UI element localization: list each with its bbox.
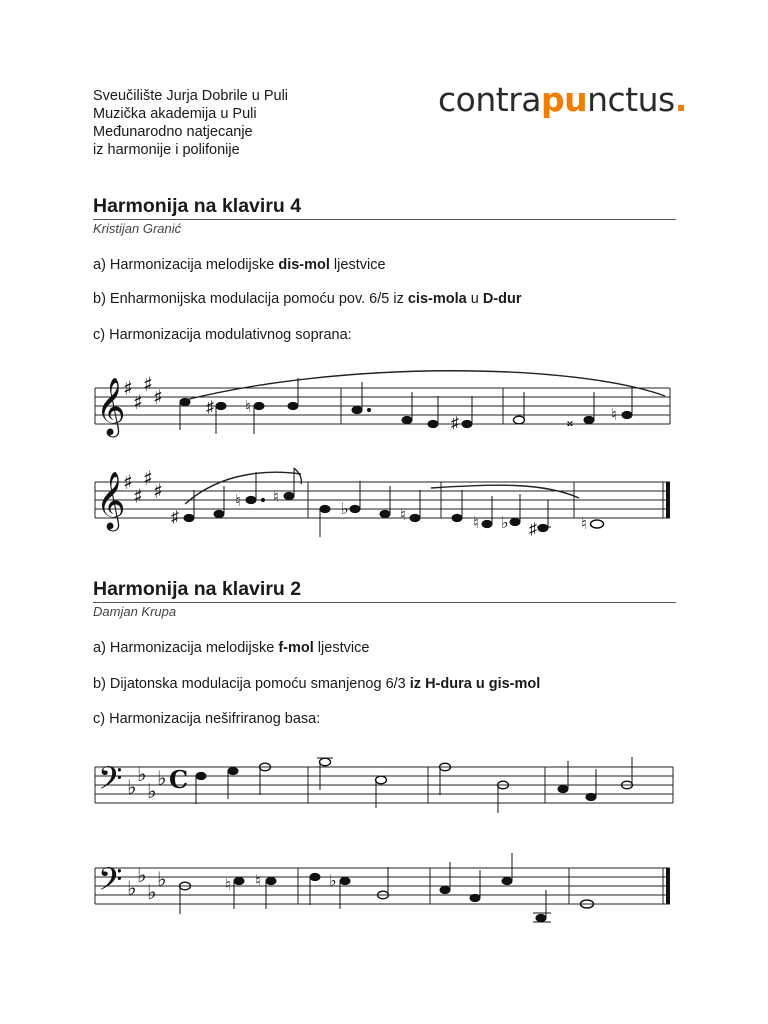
svg-text:♮: ♮ [400,507,406,524]
svg-text:♮: ♮ [473,515,479,532]
svg-text:♯: ♯ [143,372,153,396]
institution-line: Sveučilište Jurja Dobrile u Puli [93,88,289,104]
task-bold: iz H-dura u gis-mol [409,676,541,692]
svg-text:♮: ♮ [581,516,587,533]
treble-clef-icon: 𝄞 [96,377,126,435]
svg-text:♯: ♯ [529,521,537,538]
logo-part: contra [438,80,541,119]
svg-text:♮: ♮ [611,407,617,424]
svg-text:♭: ♭ [329,873,337,890]
logo-part-highlight: pu [540,80,588,119]
title-rule [93,219,676,220]
svg-text:♯: ♯ [123,470,133,494]
task-bold: dis-mol [278,257,330,273]
svg-text:♭: ♭ [157,867,167,891]
svg-text:♯: ♯ [143,466,153,490]
svg-text:♮: ♮ [245,399,251,416]
svg-text:♯: ♯ [206,399,214,416]
svg-text:♮: ♮ [235,493,241,510]
task-text: b) Enharmonijska modulacija pomoću pov. 6/5 iz [93,291,408,307]
section-title: Harmonija na klaviru 4 [93,195,302,217]
task-bold: f-mol [278,640,314,656]
svg-text:♭: ♭ [341,501,349,518]
institution-line: iz harmonije i polifonije [93,142,240,158]
final-barline [666,482,670,518]
music-staff-treble-2 [93,462,678,557]
slur [185,472,301,504]
task-text: c) Harmonizacija nešifriranog basa: [93,711,321,727]
notes [171,468,604,538]
music-staff-bass-2 [93,848,678,943]
svg-text:♭: ♭ [127,876,137,900]
svg-text:♭: ♭ [157,766,167,790]
svg-text:♯: ♯ [451,415,459,432]
svg-text:♭: ♭ [147,880,157,904]
task-b [93,676,540,692]
svg-text:♯: ♯ [133,484,143,508]
notes [180,853,594,922]
key-signature-sharps [123,372,163,414]
institution-line: Muzička akademija u Puli [93,106,257,122]
task-bold: D-dur [482,291,522,307]
section-author: Damjan Krupa [93,604,177,619]
task-text: c) Harmonizacija modulativnog soprana: [93,327,352,343]
task-bold: cis-mola [407,291,467,307]
key-signature-flats [127,863,166,904]
treble-clef-icon: 𝄞 [96,471,126,529]
slur [181,371,665,401]
key-signature-sharps [123,466,163,508]
task-a [93,257,386,273]
task-text: b) Dijatonska modulacija pomoću smanjenog 6/3 [93,676,410,692]
svg-text:♯: ♯ [153,479,163,503]
task-text: a) Harmonizacija melodijske [93,257,279,273]
task-text: a) Harmonizacija melodijske [93,640,279,656]
task-text: ljestvice [329,257,386,273]
svg-text:♭: ♭ [501,515,509,532]
institution-line: Međunarodno natjecanje [93,124,253,140]
svg-text:♯: ♯ [171,509,179,526]
task-b [93,291,522,307]
contrapunctus-logo [438,80,687,119]
task-a [93,640,369,656]
svg-text:♯: ♯ [123,376,133,400]
svg-text:♯: ♯ [133,390,143,414]
svg-text:𝄪: 𝄪 [567,414,573,429]
svg-text:♭: ♭ [127,775,137,799]
common-time-icon: C [169,765,189,794]
task-text: u [466,291,483,307]
svg-text:♮: ♮ [273,489,279,506]
key-signature-flats [127,762,166,803]
task-c [93,327,352,343]
title-rule [93,602,676,603]
logo-dot: . [674,80,687,119]
music-staff-treble-1 [93,368,678,463]
svg-text:♯: ♯ [153,385,163,409]
bass-clef-icon: 𝄢 [98,760,123,804]
svg-text:♮: ♮ [225,877,231,894]
bass-clef-icon: 𝄢 [98,861,123,905]
institution-block [93,87,288,159]
svg-text:♭: ♭ [137,863,147,887]
svg-text:♭: ♭ [137,762,147,786]
logo-part: nctus [587,80,675,119]
final-barline [666,868,670,904]
task-c [93,711,320,727]
section-author: Kristijan Granić [93,221,182,236]
task-text: ljestvice [313,640,370,656]
slur [431,485,579,498]
section-title: Harmonija na klaviru 2 [93,578,302,600]
svg-text:♮: ♮ [255,873,261,890]
svg-text:♭: ♭ [147,779,157,803]
music-staff-bass-1 [93,747,678,842]
